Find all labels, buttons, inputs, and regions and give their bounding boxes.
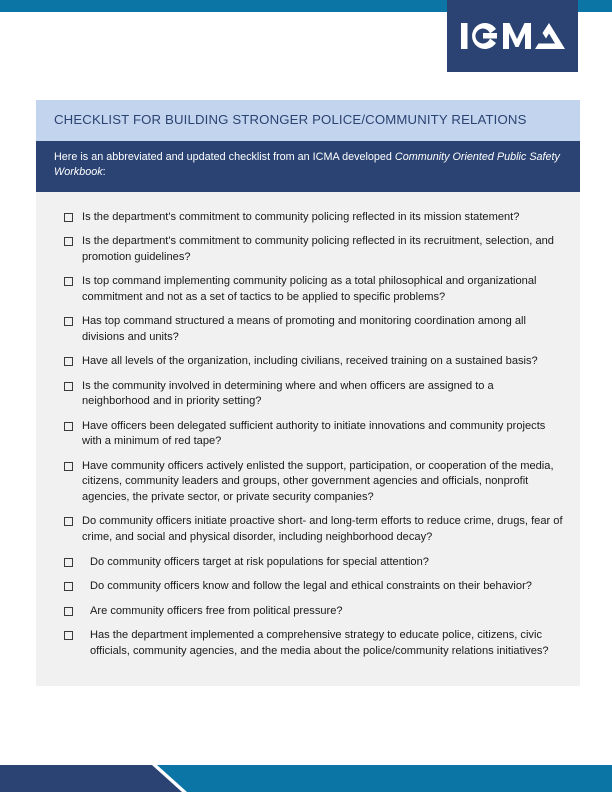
checkbox-icon[interactable]	[64, 317, 73, 326]
checkbox-icon[interactable]	[64, 237, 73, 246]
checklist-item-label: Has top command structured a means of promoting and monitoring coordination among all divisions and units?	[82, 315, 526, 343]
checklist-item[interactable]	[64, 234, 564, 265]
icma-logo	[447, 0, 578, 72]
checklist-item-label: Do community officers target at risk populations for special attention?	[90, 555, 429, 568]
checkbox-icon[interactable]	[64, 517, 73, 526]
checklist-item[interactable]	[64, 419, 564, 450]
checklist-item-label: Is top command implementing community policing as a total philosophical and organizational commitment and not as a set of tactics to be applied to specific problems?	[82, 275, 537, 303]
checklist-item[interactable]	[64, 514, 564, 545]
checklist-item[interactable]	[64, 210, 564, 226]
checklist-item[interactable]	[64, 274, 564, 305]
checklist-item[interactable]	[64, 379, 564, 410]
checklist-item[interactable]	[64, 354, 564, 370]
checklist-item-label: Have all levels of the organization, including civilians, received training on a sustained basis?	[82, 355, 538, 368]
intro-paragraph	[54, 150, 562, 181]
checkbox-icon[interactable]	[64, 213, 73, 222]
checkbox-icon[interactable]	[64, 607, 73, 616]
checklist-item[interactable]	[64, 604, 564, 620]
intro-source-title: Community Oriented Public Safety Workbook	[54, 150, 560, 179]
checklist-item[interactable]	[64, 555, 564, 571]
checklist-item[interactable]	[64, 314, 564, 345]
checklist-item[interactable]	[64, 628, 564, 659]
intro-tail-text: :	[102, 166, 106, 179]
checkbox-icon[interactable]	[64, 357, 73, 366]
footer-bar	[0, 765, 612, 792]
checklist-item[interactable]	[64, 459, 564, 506]
checklist-item-label: Are community officers free from political pressure?	[90, 604, 343, 617]
checklist-item-label: Do community officers know and follow the legal and ethical constraints on their behavior?	[90, 580, 532, 593]
checkbox-icon[interactable]	[64, 631, 73, 640]
checklist-item[interactable]	[64, 579, 564, 595]
checklist-intro-band	[36, 141, 580, 192]
checkbox-icon[interactable]	[64, 462, 73, 471]
checkbox-icon[interactable]	[64, 277, 73, 286]
checklist-item-label: Is the department's commitment to community policing reflected in its mission statement?	[82, 210, 520, 223]
checkbox-icon[interactable]	[64, 558, 73, 567]
checklist-item-label: Has the department implemented a comprehensive strategy to educate police, citizens, civic officials, community agencies, and the media about the police/community relations initiatives?	[90, 629, 549, 657]
checklist	[36, 192, 580, 660]
checklist-item-label: Is the department's commitment to community policing reflected in its recruitment, selection, and promotion guidelines?	[82, 235, 554, 263]
intro-lead-text: Here is an abbreviated and updated checklist from an ICMA developed	[54, 150, 395, 163]
checkbox-icon[interactable]	[64, 422, 73, 431]
checklist-title-band	[36, 100, 580, 141]
checklist-item-label: Do community officers initiate proactive short- and long-term efforts to reduce crime, drugs, fear of crime, and social and physical disorder, including neighborhood decay?	[82, 515, 563, 543]
page-title: CHECKLIST FOR BUILDING STRONGER POLICE/COMMUNITY RELATIONS	[54, 112, 527, 127]
checklist-item-label: Is the community involved in determining where and when officers are assigned to a neighborhood and in priority setting?	[82, 379, 494, 408]
checklist-item-label: Have officers been delegated sufficient authority to initiate innovations and community projects with a minimum of red tape?	[82, 419, 546, 448]
checklist-item-label: Have community officers actively enlisted the support, participation, or cooperation of the media, citizens, community leaders and groups, other government agencies and officials, nonprofit agencies, the private sector, or private security companies?	[82, 459, 554, 503]
document-panel	[36, 100, 580, 686]
icma-logo-wordmark	[461, 19, 565, 53]
checkbox-icon[interactable]	[64, 582, 73, 591]
checkbox-icon[interactable]	[64, 382, 73, 391]
